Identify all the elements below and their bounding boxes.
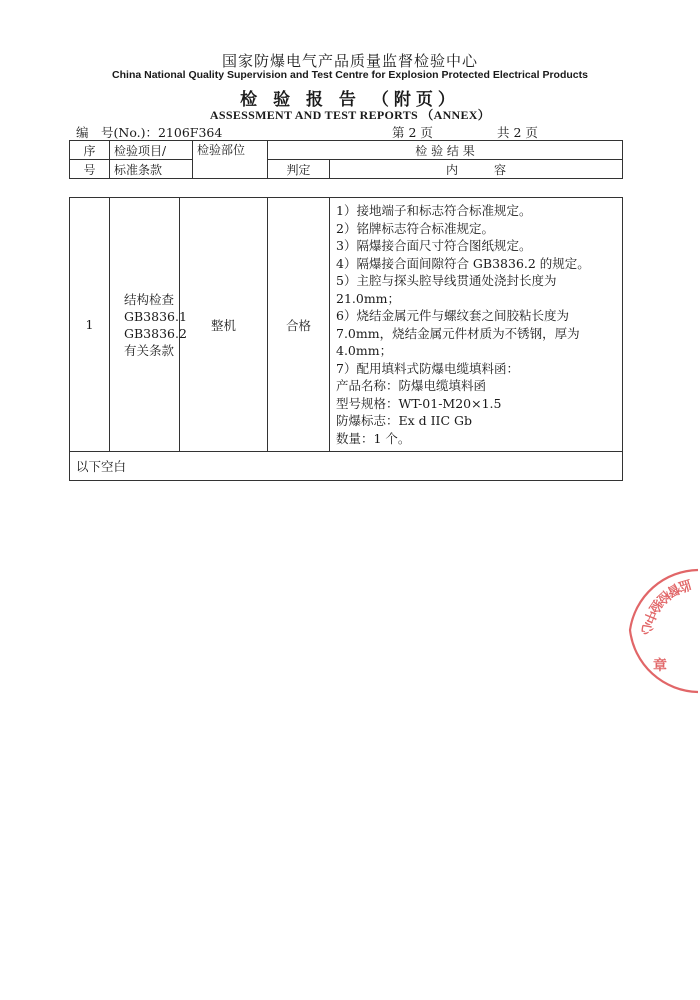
content-line: 产品名称：防爆电缆填料函	[336, 378, 487, 393]
header-table	[69, 140, 623, 179]
content-line: 6）烧结金属元件与螺纹套之间胶粘长度为	[336, 308, 569, 323]
row-item	[110, 198, 187, 452]
row-item-line: 结构检查	[124, 291, 175, 307]
header-item-bottom: 标准条款	[110, 160, 193, 179]
row-item-line: 有关条款	[124, 342, 175, 358]
row-content	[330, 198, 623, 452]
report-title-en: ASSESSMENT AND TEST REPORTS （ANNEX）	[209, 108, 491, 122]
results-table	[69, 197, 623, 481]
content-line: 21.0mm；	[336, 290, 401, 306]
org-name-en: China National Quality Supervision and Test Centre for Explosion Protected Electrical Products	[112, 69, 588, 81]
row-judgment: 合格	[268, 198, 330, 452]
content-line: 4）隔爆接合面间隙符合 GB3836.2 的规定。	[336, 255, 590, 271]
header-content: 内 容	[330, 160, 623, 179]
content-line: 7）配用填料式防爆电缆填料函：	[336, 360, 519, 376]
report-title-cn: 检 验 报 告 （附页）	[240, 90, 460, 110]
content-line: 7.0mm，烧结金属元件材质为不锈钢，厚为	[336, 325, 580, 341]
page-number: 第 2 页	[392, 125, 433, 140]
row-item-line: GB3836.2	[124, 325, 187, 341]
content-line: 型号规格：WT-01-M20×1.5	[336, 395, 502, 411]
header-seq-bottom: 号	[70, 160, 110, 179]
header-result: 检 验 结 果	[268, 141, 623, 160]
header-item-top: 检验项目/	[110, 141, 193, 160]
content-line: 1）接地端子和标志符合标准规定。	[336, 203, 532, 218]
row-item-line: GB3836.1	[124, 308, 187, 324]
row-part: 整机	[180, 198, 268, 452]
content-line: 数量：1 个。	[336, 430, 411, 446]
seal-text: 监督检验中心	[637, 575, 693, 636]
content-line: 5）主腔与探头腔导线贯通处浇封长度为	[336, 273, 557, 288]
footer-row	[70, 452, 623, 481]
header-judgment: 判定	[268, 160, 330, 179]
report-number: 编 号(No.)：2106F364	[76, 125, 223, 140]
official-seal-stamp	[590, 560, 700, 700]
content-line: 3）隔爆接合面尺寸符合图纸规定。	[336, 238, 532, 253]
row-seq: 1	[70, 198, 110, 452]
header-part: 检验部位	[193, 141, 268, 179]
page-total: 共 2 页	[497, 125, 538, 140]
seal-sub-text: 章	[653, 658, 667, 674]
table-row	[70, 198, 623, 452]
org-name-cn: 国家防爆电气产品质量监督检验中心	[221, 52, 478, 70]
header-seq-top: 序	[70, 141, 110, 160]
content-line: 防爆标志：Ex d IIC Gb	[336, 413, 473, 428]
content-line: 4.0mm；	[336, 343, 393, 358]
footer-note: 以下空白	[70, 452, 623, 481]
content-line: 2）铭牌标志符合标准规定。	[336, 220, 494, 236]
